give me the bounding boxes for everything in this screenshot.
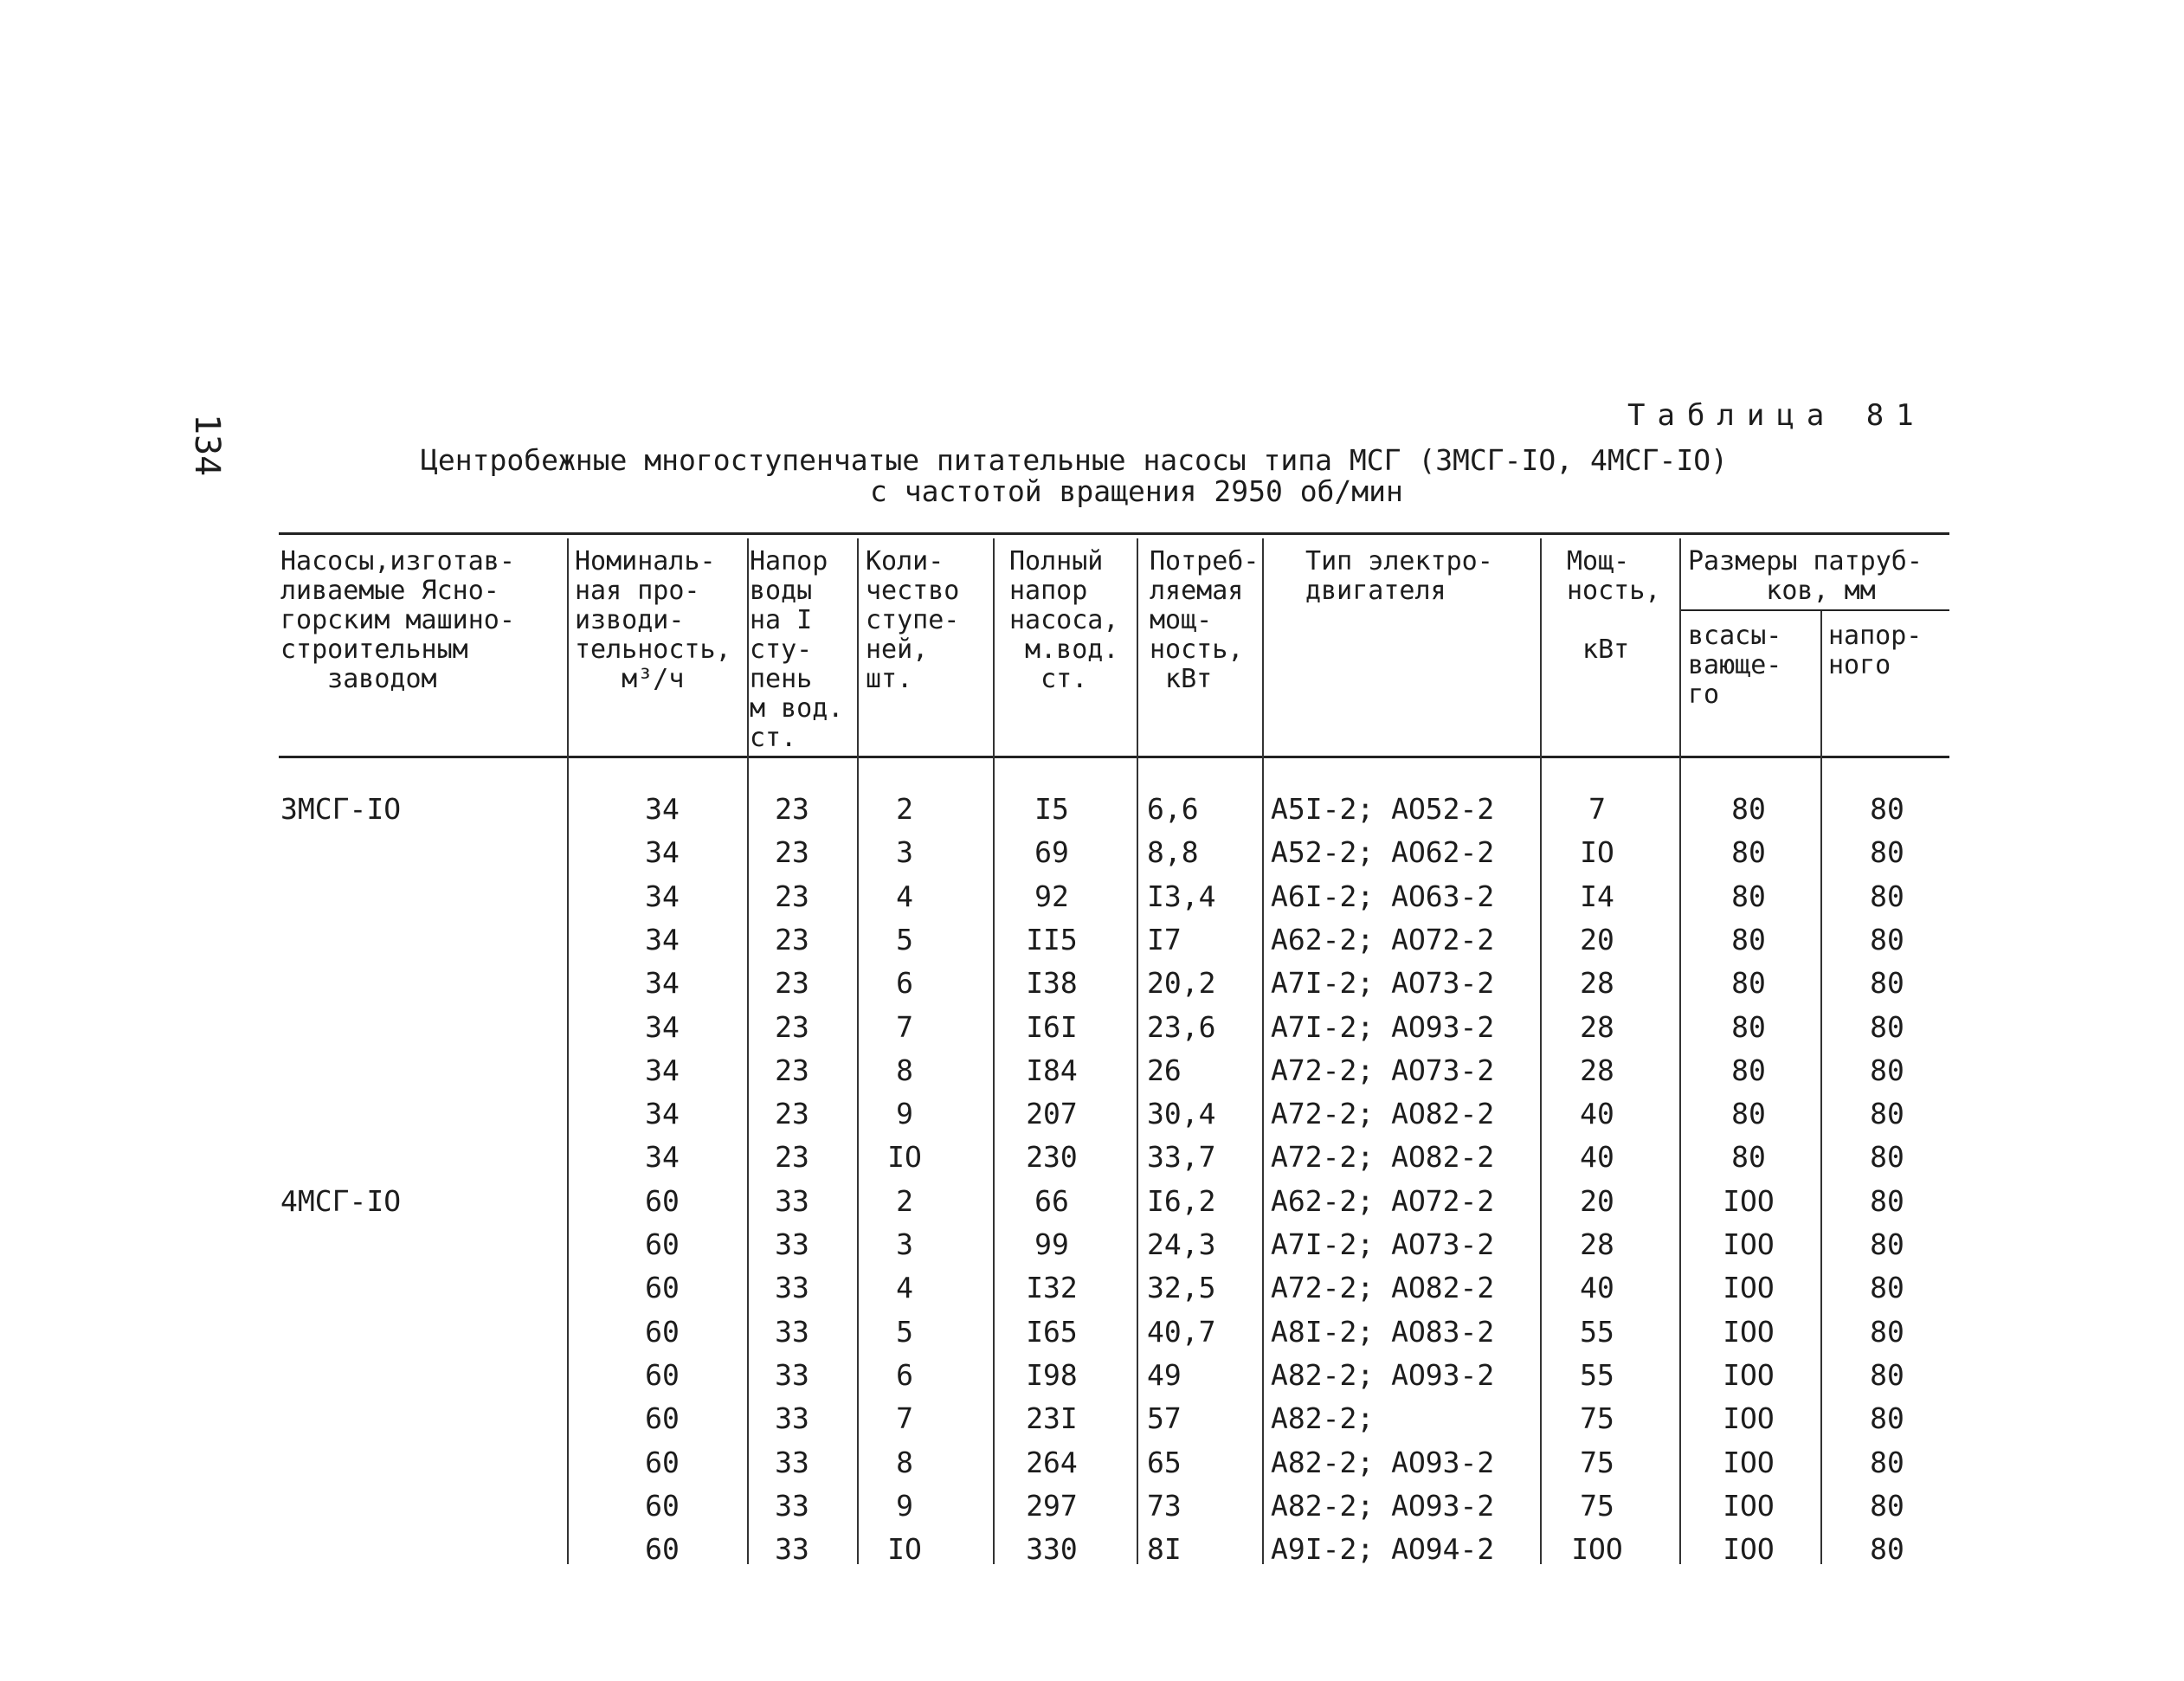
cell-stage-head: 23 xyxy=(775,1140,809,1175)
cell-suction: 80 xyxy=(1731,835,1766,870)
cell-stages: 3 xyxy=(896,835,913,870)
cell-motor: А72-2; АО82-2 xyxy=(1271,1271,1495,1305)
header-power: Мощ- ность, кВт xyxy=(1567,546,1661,665)
cell-motor: А72-2; АО82-2 xyxy=(1271,1140,1495,1175)
cell-stages: 7 xyxy=(896,1009,913,1044)
cell-total-head: 69 xyxy=(1034,835,1069,870)
cell-stage-head: 23 xyxy=(775,1097,809,1131)
cell-discharge: 80 xyxy=(1870,1401,1904,1436)
column-divider xyxy=(1262,538,1264,1564)
cell-motor: А52-2; АО62-2 xyxy=(1271,835,1495,870)
cell-power: 20 xyxy=(1580,922,1614,956)
cell-capacity: 60 xyxy=(645,1271,680,1305)
cell-stages: 9 xyxy=(896,1488,913,1523)
cell-suction: 80 xyxy=(1731,922,1766,956)
cell-suction: 80 xyxy=(1731,1140,1766,1175)
cell-motor: А72-2; АО82-2 xyxy=(1271,1097,1495,1131)
cell-power: 40 xyxy=(1580,1097,1614,1131)
cell-power-consumed: I7 xyxy=(1147,922,1182,956)
header-discharge: напор- ного xyxy=(1828,621,1923,680)
header-stage-head: Напор воды на I сту- пень м вод. ст. xyxy=(750,546,844,753)
cell-motor: А6I-2; АО63-2 xyxy=(1271,879,1495,913)
cell-stages: 5 xyxy=(896,1314,913,1349)
cell-capacity: 34 xyxy=(645,1097,680,1131)
cell-stage-head: 33 xyxy=(775,1314,809,1349)
cell-motor: А82-2; АО93-2 xyxy=(1271,1488,1495,1523)
cell-suction: 80 xyxy=(1731,1097,1766,1131)
cell-power: IOO xyxy=(1571,1532,1623,1567)
cell-power: 75 xyxy=(1580,1445,1614,1479)
cell-total-head: 23I xyxy=(1026,1401,1078,1436)
cell-discharge: 80 xyxy=(1870,792,1904,826)
cell-capacity: 60 xyxy=(645,1532,680,1567)
cell-capacity: 34 xyxy=(645,922,680,956)
cell-total-head: 330 xyxy=(1026,1532,1078,1567)
cell-power-consumed: 26 xyxy=(1147,1053,1182,1087)
header-motor-type: Тип электро- двигателя xyxy=(1305,546,1493,606)
cell-suction: 80 xyxy=(1731,792,1766,826)
cell-power-consumed: 57 xyxy=(1147,1401,1182,1436)
column-divider xyxy=(1679,538,1681,1564)
cell-discharge: 80 xyxy=(1870,966,1904,1001)
header-pumps: Насосы,изготав- ливаемые Ясно- горским машино- строительным заводом xyxy=(280,546,515,694)
cell-stages: 4 xyxy=(896,879,913,913)
cell-suction: 80 xyxy=(1731,1053,1766,1087)
cell-total-head: 92 xyxy=(1034,879,1069,913)
pipe-sizes-divider xyxy=(1679,609,1949,611)
cell-power: 28 xyxy=(1580,966,1614,1001)
table-title-line2: с частотой вращения 2950 об/мин xyxy=(870,474,1403,508)
cell-discharge: 80 xyxy=(1870,1532,1904,1567)
cell-suction: IOO xyxy=(1723,1227,1775,1261)
cell-motor: А5I-2; АО52-2 xyxy=(1271,792,1495,826)
header-stages: Коли- чество ступе- ней, шт. xyxy=(866,546,960,694)
cell-stages: 6 xyxy=(896,966,913,1001)
cell-stage-head: 23 xyxy=(775,1009,809,1044)
cell-discharge: 80 xyxy=(1870,1445,1904,1479)
cell-stages: 5 xyxy=(896,922,913,956)
cell-power: 28 xyxy=(1580,1009,1614,1044)
cell-capacity: 60 xyxy=(645,1401,680,1436)
pump-model-name: ЗМСГ-IO xyxy=(280,792,402,826)
cell-power: 28 xyxy=(1580,1227,1614,1261)
cell-stage-head: 23 xyxy=(775,1053,809,1087)
header-bottom-rule xyxy=(279,756,1949,758)
column-divider xyxy=(1540,538,1542,1564)
cell-stage-head: 23 xyxy=(775,835,809,870)
cell-power: 7 xyxy=(1588,792,1606,826)
column-divider xyxy=(567,538,569,1564)
cell-total-head: 207 xyxy=(1026,1097,1078,1131)
cell-suction: IOO xyxy=(1723,1532,1775,1567)
cell-suction: 80 xyxy=(1731,1009,1766,1044)
cell-power: 20 xyxy=(1580,1183,1614,1218)
cell-motor: А7I-2; АО93-2 xyxy=(1271,1009,1495,1044)
cell-stages: 6 xyxy=(896,1357,913,1392)
cell-capacity: 60 xyxy=(645,1227,680,1261)
cell-stage-head: 33 xyxy=(775,1445,809,1479)
cell-total-head: 99 xyxy=(1034,1227,1069,1261)
cell-total-head: II5 xyxy=(1026,922,1078,956)
cell-power: 40 xyxy=(1580,1271,1614,1305)
cell-power-consumed: I3,4 xyxy=(1147,879,1216,913)
cell-capacity: 60 xyxy=(645,1445,680,1479)
pump-model-name: 4МСГ-IO xyxy=(280,1183,402,1218)
column-divider xyxy=(1820,611,1822,1564)
column-divider xyxy=(857,538,859,1564)
cell-power-consumed: 32,5 xyxy=(1147,1271,1216,1305)
cell-power: 75 xyxy=(1580,1488,1614,1523)
cell-discharge: 80 xyxy=(1870,922,1904,956)
cell-capacity: 60 xyxy=(645,1357,680,1392)
column-divider xyxy=(993,538,995,1564)
cell-discharge: 80 xyxy=(1870,1488,1904,1523)
cell-capacity: 34 xyxy=(645,792,680,826)
cell-motor: А82-2; АО93-2 xyxy=(1271,1357,1495,1392)
cell-total-head: I38 xyxy=(1026,966,1078,1001)
cell-power-consumed: 6,6 xyxy=(1147,792,1199,826)
cell-discharge: 80 xyxy=(1870,1227,1904,1261)
cell-power-consumed: 49 xyxy=(1147,1357,1182,1392)
cell-motor: А72-2; АО73-2 xyxy=(1271,1053,1495,1087)
cell-stage-head: 33 xyxy=(775,1227,809,1261)
cell-power-consumed: 23,6 xyxy=(1147,1009,1216,1044)
header-pipe-sizes: Размеры патруб- ков, мм xyxy=(1688,546,1923,606)
cell-discharge: 80 xyxy=(1870,1357,1904,1392)
cell-suction: IOO xyxy=(1723,1357,1775,1392)
cell-stages: 2 xyxy=(896,1183,913,1218)
table-label: Таблица 81 xyxy=(1627,398,1926,433)
cell-power: 75 xyxy=(1580,1401,1614,1436)
cell-suction: 80 xyxy=(1731,966,1766,1001)
cell-total-head: I5 xyxy=(1034,792,1069,826)
cell-capacity: 34 xyxy=(645,966,680,1001)
cell-power-consumed: 20,2 xyxy=(1147,966,1216,1001)
cell-suction: IOO xyxy=(1723,1183,1775,1218)
cell-discharge: 80 xyxy=(1870,1314,1904,1349)
cell-power: IO xyxy=(1580,835,1614,870)
cell-stage-head: 23 xyxy=(775,879,809,913)
cell-capacity: 34 xyxy=(645,835,680,870)
cell-stages: 2 xyxy=(896,792,913,826)
cell-stages: 4 xyxy=(896,1271,913,1305)
cell-motor: А7I-2; АО73-2 xyxy=(1271,966,1495,1001)
cell-stage-head: 23 xyxy=(775,966,809,1001)
cell-motor: А62-2; АО72-2 xyxy=(1271,922,1495,956)
cell-capacity: 34 xyxy=(645,1140,680,1175)
cell-total-head: I65 xyxy=(1026,1314,1078,1349)
cell-total-head: I98 xyxy=(1026,1357,1078,1392)
cell-stages: IO xyxy=(887,1140,922,1175)
cell-power-consumed: 24,3 xyxy=(1147,1227,1216,1261)
cell-power: 28 xyxy=(1580,1053,1614,1087)
cell-stage-head: 33 xyxy=(775,1357,809,1392)
cell-power-consumed: 8I xyxy=(1147,1532,1182,1567)
header-suction: всасы- вающе- го xyxy=(1688,621,1782,710)
cell-power-consumed: I6,2 xyxy=(1147,1183,1216,1218)
cell-stages: 3 xyxy=(896,1227,913,1261)
cell-capacity: 34 xyxy=(645,1009,680,1044)
cell-discharge: 80 xyxy=(1870,1009,1904,1044)
cell-capacity: 34 xyxy=(645,1053,680,1087)
cell-power: 55 xyxy=(1580,1357,1614,1392)
table-title-line1: Центробежные многоступенчатые питательные насосы типа МСГ (ЗМСГ-IO, 4МСГ-IO) xyxy=(421,443,1728,477)
cell-motor: А62-2; АО72-2 xyxy=(1271,1183,1495,1218)
cell-power-consumed: 33,7 xyxy=(1147,1140,1216,1175)
cell-suction: 80 xyxy=(1731,879,1766,913)
cell-motor: А9I-2; АО94-2 xyxy=(1271,1532,1495,1567)
cell-total-head: 230 xyxy=(1026,1140,1078,1175)
cell-capacity: 60 xyxy=(645,1488,680,1523)
cell-power-consumed: 40,7 xyxy=(1147,1314,1216,1349)
cell-power: I4 xyxy=(1580,879,1614,913)
cell-power-consumed: 8,8 xyxy=(1147,835,1199,870)
cell-total-head: I32 xyxy=(1026,1271,1078,1305)
cell-stage-head: 33 xyxy=(775,1532,809,1567)
cell-stage-head: 33 xyxy=(775,1183,809,1218)
page-number: 134 xyxy=(187,414,227,477)
cell-discharge: 80 xyxy=(1870,1140,1904,1175)
cell-stage-head: 33 xyxy=(775,1401,809,1436)
cell-stages: 7 xyxy=(896,1401,913,1436)
cell-stage-head: 23 xyxy=(775,922,809,956)
cell-stage-head: 33 xyxy=(775,1488,809,1523)
cell-power-consumed: 30,4 xyxy=(1147,1097,1216,1131)
cell-motor: А7I-2; АО73-2 xyxy=(1271,1227,1495,1261)
cell-stages: IO xyxy=(887,1532,922,1567)
cell-discharge: 80 xyxy=(1870,1183,1904,1218)
cell-motor: А8I-2; АО83-2 xyxy=(1271,1314,1495,1349)
cell-suction: IOO xyxy=(1723,1271,1775,1305)
cell-total-head: 297 xyxy=(1026,1488,1078,1523)
cell-stages: 8 xyxy=(896,1445,913,1479)
cell-capacity: 60 xyxy=(645,1314,680,1349)
cell-stage-head: 33 xyxy=(775,1271,809,1305)
cell-discharge: 80 xyxy=(1870,879,1904,913)
table-top-rule xyxy=(279,532,1949,535)
cell-total-head: 66 xyxy=(1034,1183,1069,1218)
column-divider xyxy=(1137,538,1138,1564)
cell-power: 55 xyxy=(1580,1314,1614,1349)
cell-capacity: 60 xyxy=(645,1183,680,1218)
header-capacity: Номиналь- ная про- изводи- тельность, м³/ч xyxy=(575,546,731,694)
cell-discharge: 80 xyxy=(1870,1097,1904,1131)
column-divider xyxy=(747,538,749,1564)
cell-stage-head: 23 xyxy=(775,792,809,826)
cell-total-head: I6I xyxy=(1026,1009,1078,1044)
cell-suction: IOO xyxy=(1723,1314,1775,1349)
header-power-consumed: Потреб- ляемая мощ- ность, кВт xyxy=(1150,546,1260,694)
cell-total-head: 264 xyxy=(1026,1445,1078,1479)
cell-suction: IOO xyxy=(1723,1488,1775,1523)
cell-power: 40 xyxy=(1580,1140,1614,1175)
cell-stages: 9 xyxy=(896,1097,913,1131)
cell-total-head: I84 xyxy=(1026,1053,1078,1087)
cell-suction: IOO xyxy=(1723,1445,1775,1479)
cell-power-consumed: 65 xyxy=(1147,1445,1182,1479)
cell-power-consumed: 73 xyxy=(1147,1488,1182,1523)
cell-motor: А82-2; xyxy=(1271,1401,1375,1436)
cell-discharge: 80 xyxy=(1870,835,1904,870)
cell-capacity: 34 xyxy=(645,879,680,913)
header-total-head: Полный напор насоса, м.вод. ст. xyxy=(1009,546,1119,694)
cell-suction: IOO xyxy=(1723,1401,1775,1436)
cell-stages: 8 xyxy=(896,1053,913,1087)
cell-discharge: 80 xyxy=(1870,1271,1904,1305)
cell-discharge: 80 xyxy=(1870,1053,1904,1087)
cell-motor: А82-2; АО93-2 xyxy=(1271,1445,1495,1479)
